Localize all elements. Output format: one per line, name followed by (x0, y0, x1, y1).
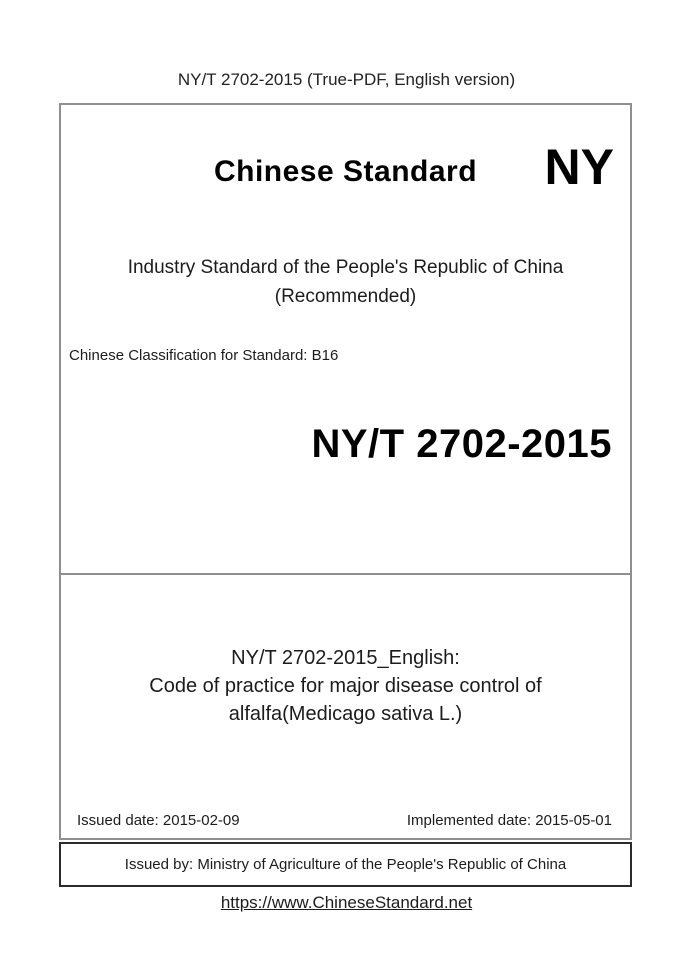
ny-logo: NY (544, 139, 614, 195)
issued-by-label: Issued by: Ministry of Agriculture of the People's Republic of China (124, 856, 567, 873)
issued-date: Issued date: 2015-02-09 (77, 812, 240, 829)
cover-box (59, 103, 632, 840)
footer-link[interactable]: https://www.ChineseStandard.net (220, 893, 473, 912)
standard-number: NY/T 2702-2015 (311, 422, 612, 466)
document-header-title: NY/T 2702-2015 (True-PDF, English version) (177, 70, 516, 89)
subtitle-line-1: Industry Standard of the People's Republic of China (127, 257, 564, 278)
english-title-block (61, 644, 630, 728)
issuer-box (59, 842, 632, 887)
english-title-line-1: NY/T 2702-2015_English: (231, 647, 460, 669)
implemented-date: Implemented date: 2015-05-01 (406, 812, 612, 829)
subtitle-block (61, 253, 630, 311)
dates-row (77, 812, 612, 829)
cover-box-top-section (61, 105, 630, 575)
english-title-line-3: alfalfa(Medicago sativa L.) (228, 703, 463, 725)
subtitle-line-2: (Recommended) (274, 286, 417, 307)
english-title-line-2: Code of practice for major disease control of (149, 675, 542, 697)
footer (0, 893, 693, 913)
classification-label: Chinese Classification for Standard: B16 (69, 347, 339, 364)
cover-box-bottom-section (61, 575, 630, 838)
brand-title: Chinese Standard (213, 155, 478, 188)
